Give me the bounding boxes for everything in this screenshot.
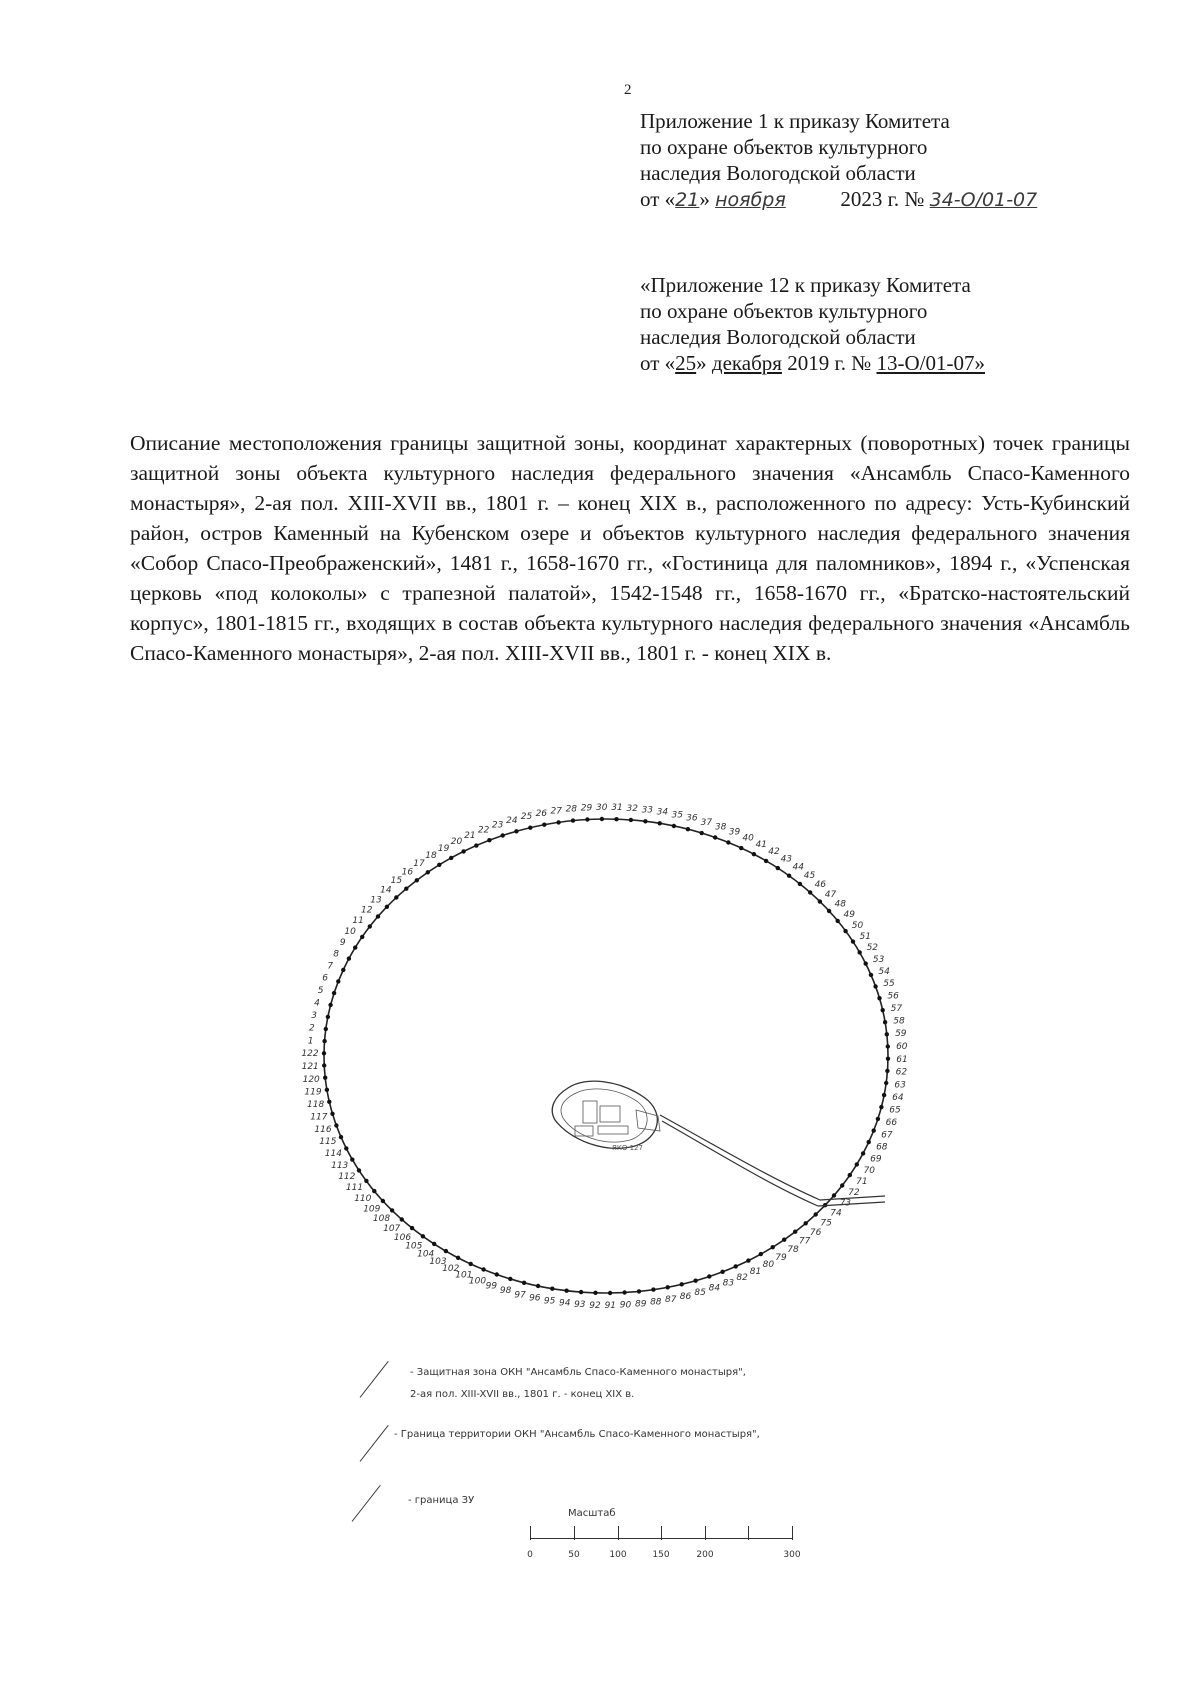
boundary-point-label: 78 (787, 1245, 799, 1255)
boundary-point-label: 83 (722, 1278, 735, 1289)
boundary-point-label: 14 (380, 885, 392, 896)
boundary-point (426, 870, 430, 874)
boundary-point-label: 38 (714, 822, 727, 833)
boundary-point-label: 121 (301, 1062, 319, 1072)
scale-number: 150 (652, 1550, 670, 1560)
boundary-point-label: 41 (755, 840, 767, 850)
boundary-point (350, 1157, 354, 1161)
boundary-point (608, 1291, 612, 1295)
boundary-point (858, 950, 862, 954)
boundary-point-label: 45 (803, 871, 816, 882)
boundary-point (873, 984, 877, 988)
boundary-point-label: 53 (872, 954, 885, 965)
boundary-point-label: 86 (679, 1291, 692, 1302)
boundary-point (339, 1135, 343, 1139)
scale-number: 200 (696, 1550, 714, 1560)
appendix-line: наследия Вологодской области (640, 161, 916, 185)
boundary-point-label: 111 (345, 1183, 364, 1194)
appendix-line: наследия Вологодской области (640, 325, 916, 349)
order-number: 34-О/01-07 (929, 189, 1038, 211)
boundary-point (666, 1285, 670, 1289)
boundary-point-label: 55 (883, 979, 895, 989)
boundary-point (764, 859, 768, 863)
boundary-point-label: 65 (889, 1105, 901, 1116)
boundary-point (752, 852, 756, 856)
boundary-point-label: 93 (574, 1300, 586, 1310)
legend-plot-label: - граница ЗУ (408, 1495, 475, 1506)
boundary-point (381, 1199, 385, 1203)
boundary-point (394, 895, 398, 899)
boundary-point (855, 1162, 859, 1166)
boundary-point-label: 96 (529, 1293, 541, 1304)
boundary-point-label: 84 (708, 1283, 721, 1294)
boundary-point-label: 4 (314, 998, 320, 1009)
boundary-point-label: 114 (324, 1149, 342, 1160)
legend-zone-label-2: 2-ая пол. XIII-XVII вв., 1801 г. - конец XIX в. (410, 1389, 635, 1400)
boundary-point-label: 3 (311, 1010, 317, 1021)
date-day-close: » (696, 351, 707, 375)
boundary-point (867, 1140, 871, 1144)
boundary-point (882, 1093, 886, 1097)
appendix-date-line (640, 350, 985, 376)
boundary-point (840, 1183, 844, 1187)
building (600, 1106, 620, 1122)
boundary-point (798, 882, 802, 886)
appendix-previous (640, 272, 985, 376)
boundary-point (814, 1212, 818, 1216)
scale-tick (705, 1526, 706, 1540)
date-month: ноября (715, 189, 786, 211)
boundary-point-label: 97 (514, 1290, 526, 1301)
boundary-point (700, 831, 704, 835)
boundary-point (877, 996, 881, 1000)
boundary-point-label: 7 (327, 961, 334, 972)
boundary-point-label: 5 (317, 985, 324, 996)
boundary-point-label: 104 (417, 1249, 435, 1260)
boundary-point (487, 838, 491, 842)
date-year: 2023 г. № (840, 187, 925, 211)
boundary-point (550, 1287, 554, 1291)
boundary-point-label: 94 (558, 1298, 571, 1309)
scale-title: Масштаб (568, 1508, 616, 1519)
boundary-point (508, 1277, 512, 1281)
boundary-point (658, 821, 662, 825)
boundary-point-label: 63 (894, 1080, 906, 1091)
boundary-point-label: 80 (762, 1260, 775, 1271)
boundary-point (787, 874, 791, 878)
boundary-point (328, 1003, 332, 1007)
boundary-point (400, 1217, 404, 1221)
boundary-point-label: 50 (851, 920, 864, 931)
boundary-point (368, 924, 372, 928)
boundary-point-label: 107 (383, 1223, 401, 1234)
boundary-point-label: 67 (881, 1130, 893, 1141)
boundary-point-label: 58 (893, 1016, 905, 1027)
boundary-point-label: 90 (619, 1300, 632, 1311)
date-day: 21 (675, 189, 700, 211)
boundary-point-label: 105 (405, 1241, 423, 1252)
date-prefix: от « (640, 351, 676, 375)
boundary-point (637, 1289, 641, 1293)
boundary-point-label: 48 (834, 899, 846, 910)
boundary-point (372, 1189, 376, 1193)
boundary-point (336, 979, 340, 983)
boundary-point-label: 88 (650, 1297, 662, 1308)
boundary-point-label: 79 (775, 1252, 787, 1263)
boundary-point (879, 1105, 883, 1109)
boundary-point-label: 29 (580, 803, 593, 814)
boundary-point (726, 840, 730, 844)
boundary-point (404, 887, 408, 891)
boundary-point-label: 32 (626, 804, 638, 814)
date-prefix: от « (640, 187, 676, 211)
scale-tick (748, 1526, 749, 1540)
boundary-point-label: 99 (485, 1281, 498, 1292)
boundary-point (437, 863, 441, 867)
boundary-point-label: 44 (792, 862, 804, 873)
boundary-point-label: 12 (360, 905, 373, 916)
boundary-point (364, 1179, 368, 1183)
boundary-point (564, 1289, 568, 1293)
boundary-point (614, 817, 618, 821)
protection-zone-map (300, 788, 940, 1348)
scale-number: 50 (568, 1550, 580, 1560)
boundary-point-label: 102 (442, 1264, 460, 1274)
boundary-point (323, 1076, 327, 1080)
boundary-point (376, 914, 380, 918)
boundary-point (330, 1112, 334, 1116)
boundary-point (771, 1245, 775, 1249)
boundary-point-label: 116 (314, 1125, 332, 1135)
boundary-point (421, 1234, 425, 1238)
scale-number: 300 (783, 1550, 801, 1560)
boundary-point-label: 52 (866, 943, 879, 954)
boundary-point (322, 1051, 326, 1055)
boundary-point (885, 1069, 889, 1073)
boundary-point (739, 846, 743, 850)
boundary-point-label: 25 (520, 812, 533, 823)
boundary-point (886, 1057, 890, 1061)
boundary-point-label: 22 (477, 825, 490, 836)
boundary-point-label: 68 (876, 1142, 888, 1153)
boundary-point-label: 56 (887, 991, 899, 1002)
boundary-point (585, 817, 589, 821)
boundary-point-label: 47 (824, 889, 837, 900)
boundary-point-label: 37 (700, 817, 713, 828)
boundary-point (334, 1123, 338, 1127)
boundary-point (495, 1272, 499, 1276)
boundary-point (818, 899, 822, 903)
boundary-point-label: 108 (372, 1214, 391, 1225)
boundary-point-label: 30 (595, 803, 608, 813)
scale-tick (530, 1526, 531, 1540)
boundary-point (469, 1262, 473, 1266)
boundary-point (793, 1230, 797, 1234)
boundary-point (332, 991, 336, 995)
boundary-point (593, 1291, 597, 1295)
boundary-point (776, 866, 780, 870)
boundary-point (827, 909, 831, 913)
building-label: ЯКО 127 (612, 1144, 643, 1152)
boundary-point-label: 118 (307, 1100, 325, 1111)
boundary-point (444, 1249, 448, 1253)
boundary-point (881, 1008, 885, 1012)
appendix-line: Приложение 1 к приказу Комитета (640, 109, 950, 133)
boundary-point (347, 956, 351, 960)
boundary-point (341, 968, 345, 972)
boundary-point-label: 21 (464, 830, 476, 841)
boundary-point (327, 1100, 331, 1104)
boundary-point (571, 818, 575, 822)
scale-tick (618, 1526, 619, 1540)
boundary-point-label: 19 (437, 843, 450, 854)
boundary-point-label: 15 (390, 876, 403, 887)
boundary-point-label: 23 (491, 820, 504, 831)
boundary-point-label: 46 (814, 880, 827, 891)
boundary-point (353, 945, 357, 949)
boundary-point (864, 961, 868, 965)
boundary-point-label: 66 (885, 1118, 898, 1129)
boundary-point-label: 36 (686, 813, 698, 824)
appendix-current (640, 108, 1037, 213)
boundary-point (872, 1128, 876, 1132)
boundary-point-label: 98 (499, 1286, 512, 1297)
boundary-point (693, 1279, 697, 1283)
boundary-point (324, 1027, 328, 1031)
boundary-point-label: 85 (694, 1288, 706, 1299)
boundary-point-label: 117 (310, 1112, 328, 1123)
building (598, 1126, 628, 1134)
boundary-point-label: 122 (301, 1049, 319, 1060)
scale-tick (792, 1526, 793, 1540)
boundary-point-label: 8 (333, 949, 339, 960)
boundary-point (883, 1020, 887, 1024)
boundary-point (474, 843, 478, 847)
boundary-point-label: 120 (302, 1074, 320, 1085)
boundary-point-label: 70 (863, 1165, 876, 1176)
boundary-point-label: 33 (641, 805, 654, 816)
boundary-point (843, 929, 847, 933)
boundary-point-label: 11 (352, 916, 364, 926)
boundary-point-label: 115 (319, 1137, 337, 1148)
boundary-point-label: 112 (338, 1172, 356, 1183)
zone-description: Описание местоположения границы защитной зоны, координат характерных (поворотных) точек границы защитной зоны объекта культурного наследия федерального значения «Ансамбль Спасо-Каменного монастыря», 2-ая пол. XIII-XVII вв., 1801 г. – конец XIX в., расположенного по адресу: Усть-Кубинский район, остров Каменный на Кубенском озере и объектов культурного наследия федерального значения «Собор Спасо-Преображенский», 1481 г., 1658-1670 гг., «Гостиница для паломников», 1894 г., «Успенская церковь «под колоколы» с трапезной палатой», 1542-1548 гг., 1658-1670 гг., «Братско-настоятельский корпус», 1801-1815 гг., входящих в состав объекта культурного наследия федерального значения «Ансамбль Спасо-Каменного монастыря», 2-ая пол. XIII-XVII вв., 1801 г. - конец XIX в. (130, 431, 1130, 665)
boundary-point-label: 43 (780, 854, 793, 865)
boundary-point (808, 890, 812, 894)
boundary-point (322, 1039, 326, 1043)
boundary-point (357, 1168, 361, 1172)
boundary-point (536, 1284, 540, 1288)
boundary-point-label: 20 (450, 837, 463, 848)
boundary-point-label: 54 (878, 966, 890, 977)
boundary-point-label: 42 (768, 847, 780, 857)
boundary-point (759, 1252, 763, 1256)
boundary-point-label: 60 (896, 1042, 908, 1052)
boundary-point-label: 10 (344, 926, 356, 937)
boundary-point-label: 34 (656, 807, 669, 818)
boundary-point (432, 1242, 436, 1246)
boundary-point-label: 35 (671, 810, 683, 821)
boundary-point-label: 9 (339, 938, 346, 949)
boundary-point-label: 40 (742, 833, 754, 844)
boundary-point (672, 824, 676, 828)
legend-line-plot (352, 1485, 381, 1522)
scale-tick (661, 1526, 662, 1540)
appendix-line: по охране объектов культурного (640, 135, 928, 159)
boundary-point (713, 835, 717, 839)
boundary-point (385, 905, 389, 909)
building (583, 1101, 597, 1123)
boundary-point (322, 1063, 326, 1067)
boundary-point-label: 39 (728, 827, 741, 838)
building (575, 1126, 593, 1136)
boundary-point (869, 973, 873, 977)
boundary-point (680, 1282, 684, 1286)
legend-line-zone (360, 1361, 389, 1398)
boundary-point (885, 1032, 889, 1036)
boundary-point (686, 827, 690, 831)
boundary-point (804, 1221, 808, 1225)
boundary-point (836, 919, 840, 923)
boundary-point (851, 939, 855, 943)
boundary-point (579, 1290, 583, 1294)
boundary-point-label: 1 (307, 1036, 314, 1047)
page-number: 2 (624, 82, 632, 98)
date-year: 2019 г. № (787, 351, 872, 375)
boundary-point (746, 1258, 750, 1262)
boundary-point (848, 1173, 852, 1177)
boundary-point-label: 71 (856, 1177, 868, 1188)
scale-number: 0 (527, 1550, 533, 1560)
boundary-point (542, 823, 546, 827)
boundary-point-label: 62 (895, 1067, 908, 1078)
boundary-point-label: 27 (550, 806, 562, 817)
boundary-point-label: 72 (848, 1188, 860, 1198)
appendix-line: по охране объектов культурного (640, 299, 928, 323)
boundary-point (522, 1281, 526, 1285)
boundary-point-label: 59 (895, 1029, 907, 1040)
boundary-point (456, 1256, 460, 1260)
boundary-point (514, 829, 518, 833)
boundary-point (501, 833, 505, 837)
boundary-point (707, 1274, 711, 1278)
boundary-point (886, 1044, 890, 1048)
date-day: 25 (675, 351, 697, 375)
boundary-point-label: 28 (565, 804, 578, 815)
boundary-point (528, 826, 532, 830)
boundary-point (360, 935, 364, 939)
boundary-point-label: 89 (634, 1299, 647, 1310)
boundary-point-label: 77 (798, 1236, 811, 1247)
boundary-point-label: 69 (870, 1154, 882, 1165)
boundary-point-label: 64 (892, 1093, 904, 1104)
monastery-territory (552, 1081, 885, 1206)
boundary-point-label: 51 (859, 931, 871, 942)
legend-line-territory (360, 1425, 389, 1462)
boundary-point-label: 57 (890, 1003, 903, 1014)
boundary-point (410, 1226, 414, 1230)
territory-outline (552, 1081, 657, 1148)
boundary-point-label: 103 (429, 1257, 447, 1267)
boundary-point-label: 17 (413, 859, 425, 869)
boundary-point (622, 1290, 626, 1294)
appendix-line: «Приложение 12 к приказу Комитета (640, 273, 971, 297)
boundary-point-label: 100 (468, 1276, 487, 1287)
boundary-point (600, 817, 604, 821)
boundary-points (301, 803, 907, 1311)
boundary-point (876, 1117, 880, 1121)
boundary-point (782, 1238, 786, 1242)
boundary-point-label: 106 (393, 1232, 412, 1243)
boundary-point (390, 1208, 394, 1212)
boundary-point-label: 109 (363, 1204, 381, 1215)
boundary-point-label: 81 (749, 1266, 762, 1277)
boundary-point (556, 820, 560, 824)
boundary-point-label: 91 (604, 1301, 617, 1311)
boundary-point-label: 74 (830, 1208, 842, 1219)
boundary-point (629, 818, 633, 822)
boundary-point-label: 92 (589, 1300, 601, 1311)
legend-territory-label: - Граница территории ОКН "Ансамбль Спасо-Каменного монастыря", (394, 1429, 760, 1440)
order-number: 13-О/01-07» (876, 351, 985, 375)
boundary-point-label: 26 (535, 809, 548, 819)
date-month: декабря (711, 351, 782, 375)
scale-number: 100 (609, 1550, 627, 1560)
boundary-point (449, 856, 453, 860)
boundary-point-label: 61 (896, 1054, 908, 1065)
boundary-point-label: 82 (736, 1273, 748, 1284)
boundary-point-label: 18 (425, 851, 437, 862)
boundary-point-label: 87 (664, 1295, 677, 1305)
boundary-point (720, 1270, 724, 1274)
appendix-date-line (640, 186, 1037, 213)
boundary-point (832, 1193, 836, 1197)
boundary-point-label: 49 (843, 910, 855, 920)
boundary-point-label: 95 (543, 1296, 556, 1307)
boundary-point (884, 1081, 888, 1085)
boundary-point (643, 819, 647, 823)
boundary-point (344, 1146, 348, 1150)
boundary-point-label: 6 (322, 973, 328, 984)
boundary-point-label: 2 (309, 1023, 315, 1034)
boundary-point-label: 24 (506, 815, 518, 826)
legend-zone-label: - Защитная зона ОКН "Ансамбль Спасо-Каменного монастыря", (410, 1367, 746, 1378)
boundary-point-label: 76 (809, 1227, 822, 1238)
boundary-point (461, 849, 465, 853)
date-day-close: » (699, 187, 710, 211)
boundary-point-label: 73 (839, 1198, 852, 1209)
map-scale (520, 1508, 810, 1568)
boundary-point (861, 1151, 865, 1155)
boundary-point (651, 1287, 655, 1291)
boundary-point-label: 110 (354, 1194, 372, 1204)
boundary-point-label: 13 (370, 895, 382, 906)
boundary-point-label: 16 (401, 867, 414, 878)
boundary-point (415, 878, 419, 882)
boundary-point (326, 1015, 330, 1019)
boundary-point-label: 31 (611, 803, 623, 814)
boundary-point (734, 1264, 738, 1268)
protection-zone-boundary (324, 819, 888, 1293)
boundary-point-label: 119 (304, 1087, 322, 1098)
boundary-point-label: 101 (455, 1270, 473, 1281)
boundary-point (325, 1088, 329, 1092)
boundary-point (481, 1267, 485, 1271)
scale-tick (574, 1526, 575, 1540)
boundary-point-label: 113 (331, 1160, 349, 1171)
boundary-point-label: 75 (820, 1218, 832, 1229)
